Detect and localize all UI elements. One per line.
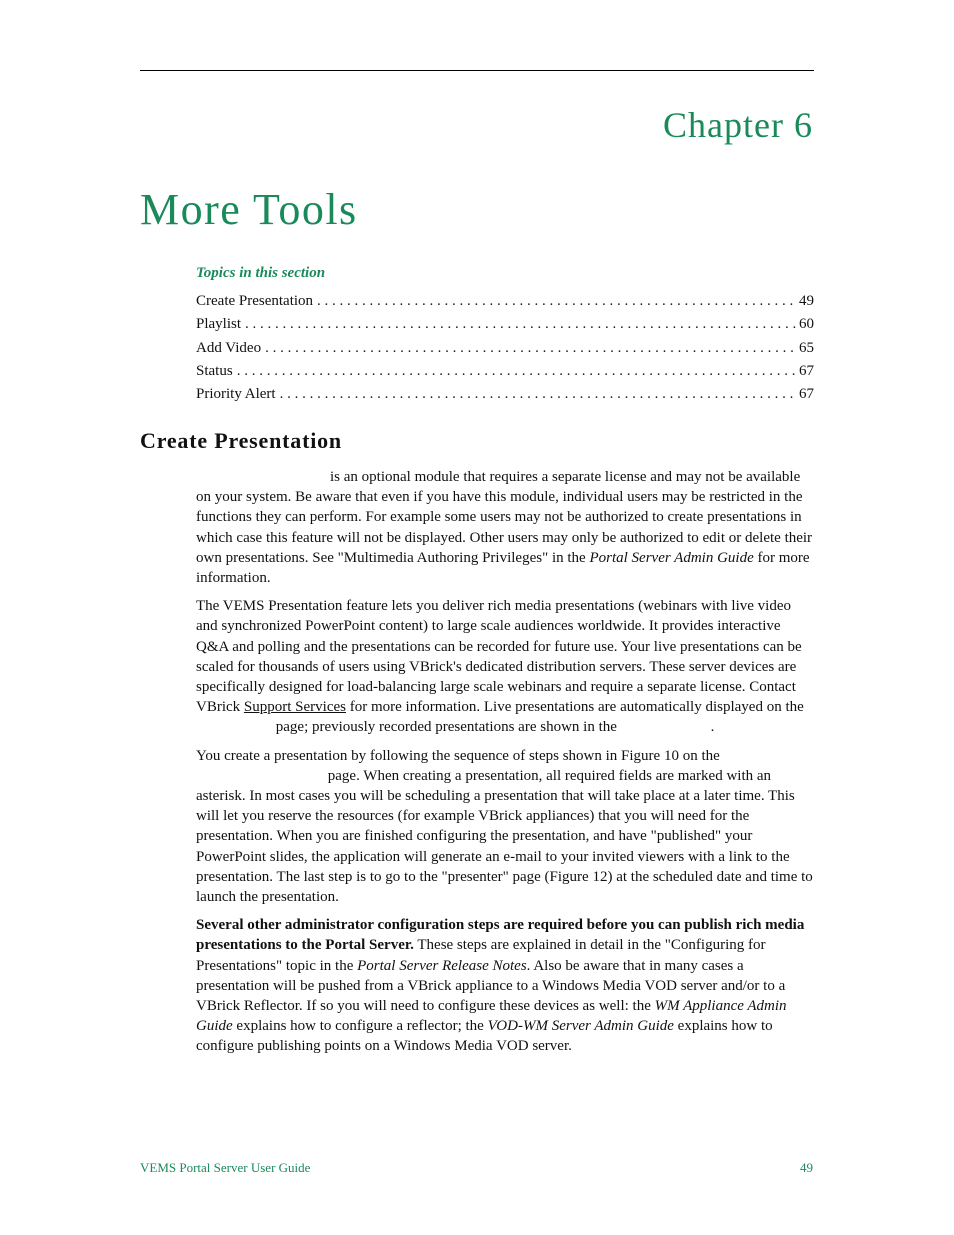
section-heading: Create Presentation bbox=[140, 428, 342, 453]
toc-item-create-presentation[interactable] bbox=[196, 293, 814, 316]
paragraph-admin-config: Several other administrator configuration steps are required before you can publish rich media presentations to the Portal Server. These steps are explained in detail in the "Configuring for Presentations" topic in the Portal Server Release Notes. Also be aware that in many cases a presentation will be pushed from a VBrick appliance to a Windows Media VOD server and/or to a VBrick Reflector. If so you will need to configure these devices as well: the WM Appliance Admin Guide explains how to configure a reflector; the VOD-WM Server Admin Guide explains how to configure publishing points on a Windows Media VOD server. bbox=[196, 917, 805, 1055]
header-rule bbox=[140, 70, 814, 71]
paragraph-license: is an optional module that requires a separate license and may not be available on your system. Be aware that even if you have this module, individual users may be restricted in the functions they can perform. For example some users may not be authorized to create presentations in which case this feature will not be displayed. Other users may only be authorized to edit or delete their own presentations. See "Multimedia Authoring Privileges" in the Portal Server Admin Guide for more information. bbox=[196, 469, 813, 587]
toc-item-playlist[interactable] bbox=[196, 316, 814, 339]
toc-label: Status bbox=[196, 362, 233, 379]
footer-page-number: 49 bbox=[800, 1160, 813, 1175]
chapter-title: More Tools bbox=[140, 185, 358, 234]
toc-leader bbox=[317, 293, 797, 310]
toc-label: Add Video bbox=[196, 339, 262, 356]
toc-page: 67 bbox=[799, 386, 814, 403]
toc-leader bbox=[245, 316, 797, 333]
toc-page: 49 bbox=[799, 293, 814, 309]
toc-page: 67 bbox=[799, 362, 814, 379]
paragraph-steps: You create a presentation by following the sequence of steps shown in Figure 10 on the page. When creating a presentation, all required fields are marked with an asterisk. In most cases you will be scheduling a presentation that will take place at a later time. This will let you reserve the resources (for example VBrick appliances) that you will need for the presentation. When you are finished configuring the presentation, and have "published" your PowerPoint slides, the application will generate an e-mail to your invited viewers with a link to the presentation. The last step is to go to the "presenter" page (Figure 12) at the scheduled date and time to launch the presentation. bbox=[196, 747, 813, 906]
toc-page: 60 bbox=[799, 316, 814, 333]
topics-heading: Topics in this section bbox=[196, 265, 326, 281]
toc-item-add-video[interactable] bbox=[196, 340, 814, 363]
footer-guide-title: VEMS Portal Server User Guide bbox=[140, 1160, 311, 1175]
toc-leader bbox=[265, 340, 797, 357]
section-body bbox=[196, 467, 814, 1065]
toc-leader bbox=[237, 363, 797, 380]
table-of-contents bbox=[196, 293, 814, 409]
toc-item-priority-alert[interactable] bbox=[196, 386, 814, 409]
toc-item-status[interactable] bbox=[196, 363, 814, 386]
paragraph-overview: The VEMS Presentation feature lets you deliver rich media presentations (webinars with live video and synchronized PowerPoint content) to large scale audiences worldwide. It provides interactive Q&A and polling and the presentations can be recorded for future use. Your live presentations can be scaled for thousands of users using VBrick's dedicated distribution servers. These server devices are specifically designed for load-balancing large scale webinars and require a separate license. Contact VBrick Support Services for more information. Live presentations are automatically displayed on the page; previously recorded presentations are shown in the . bbox=[196, 598, 804, 736]
support-services-link[interactable]: Support Services bbox=[243, 699, 346, 716]
chapter-label: Chapter 6 bbox=[663, 105, 813, 145]
toc-leader bbox=[280, 386, 797, 403]
toc-label: Create Presentation bbox=[196, 293, 314, 309]
toc-label: Playlist bbox=[196, 316, 242, 333]
toc-page: 65 bbox=[799, 339, 814, 356]
toc-label: Priority Alert bbox=[196, 386, 276, 403]
